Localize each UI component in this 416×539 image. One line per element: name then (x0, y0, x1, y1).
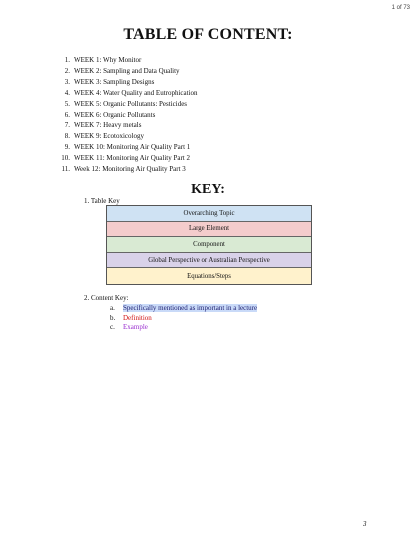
toc-item-number: 3. (64, 77, 70, 86)
toc-item (58, 66, 198, 77)
toc-item-label: WEEK 6: Organic Pollutants (74, 110, 156, 119)
table-key-label: 1. Table Key (84, 197, 120, 205)
toc-item-label: WEEK 9: Ecotoxicology (74, 132, 144, 141)
toc-item-number: 9. (64, 143, 70, 152)
content-key-letter: c. (110, 323, 115, 332)
content-key-text-important: Specifically mentioned as important in a lecture (123, 304, 258, 312)
toc-item (58, 120, 198, 131)
toc-item-label: WEEK 7: Heavy metals (74, 121, 142, 130)
content-key-item (110, 323, 257, 333)
toc-item-number: 10. (61, 154, 70, 163)
key-row-perspective: Global Perspective or Australian Perspective (107, 253, 311, 269)
toc-item (58, 77, 198, 88)
toc-item (58, 153, 198, 164)
toc-item-number: 5. (64, 99, 70, 108)
toc-item-number: 4. (64, 88, 70, 97)
content-key-text-definition: Definition (123, 313, 152, 322)
toc-item-label: WEEK 4: Water Quality and Eutrophication (74, 88, 198, 97)
toc-item-label: WEEK 1: Why Monitor (74, 56, 142, 64)
toc-item-number: 11. (61, 165, 70, 174)
content-key-item (110, 314, 257, 324)
toc-item (58, 99, 198, 110)
toc-item-label: WEEK 10: Monitoring Air Quality Part 1 (74, 143, 191, 152)
key-row-overarching-topic: Overarching Topic (107, 206, 311, 222)
toc-item-number: 8. (64, 132, 70, 141)
toc-item (58, 55, 198, 66)
page-number: 3 (363, 520, 367, 528)
table-of-contents (58, 55, 198, 175)
key-row-equations-steps: Equations/Steps (107, 268, 311, 284)
toc-item-label: WEEK 11: Monitoring Air Quality Part 2 (74, 154, 191, 163)
toc-item-label: Week 12: Monitoring Air Quality Part 3 (74, 165, 186, 174)
key-row-component: Component (107, 237, 311, 253)
content-key-item (110, 304, 257, 314)
content-key-letter: b. (110, 313, 116, 322)
content-key-list (110, 304, 257, 333)
content-key-text-example: Example (123, 323, 148, 332)
toc-item-label: WEEK 3: Sampling Designs (74, 77, 155, 86)
key-row-large-element: Large Element (107, 222, 311, 238)
key-title: KEY: (191, 182, 225, 197)
page-counter: 1 of 73 (391, 5, 410, 11)
toc-item-number: 1. (64, 56, 70, 64)
toc-item (58, 88, 198, 99)
page-title: TABLE OF CONTENT: (123, 26, 293, 43)
toc-item-number: 7. (64, 121, 70, 130)
toc-item-label: WEEK 5: Organic Pollutants: Pesticides (74, 99, 188, 108)
toc-item (58, 110, 198, 121)
table-key (106, 205, 312, 285)
content-key-letter: a. (110, 304, 115, 312)
toc-item-number: 6. (64, 110, 70, 119)
toc-item (58, 131, 198, 142)
toc-item (58, 164, 198, 175)
content-key-label: 2. Content Key: (84, 294, 129, 302)
toc-item-label: WEEK 2: Sampling and Data Quality (74, 66, 180, 75)
toc-item (58, 142, 198, 153)
toc-item-number: 2. (64, 66, 70, 75)
